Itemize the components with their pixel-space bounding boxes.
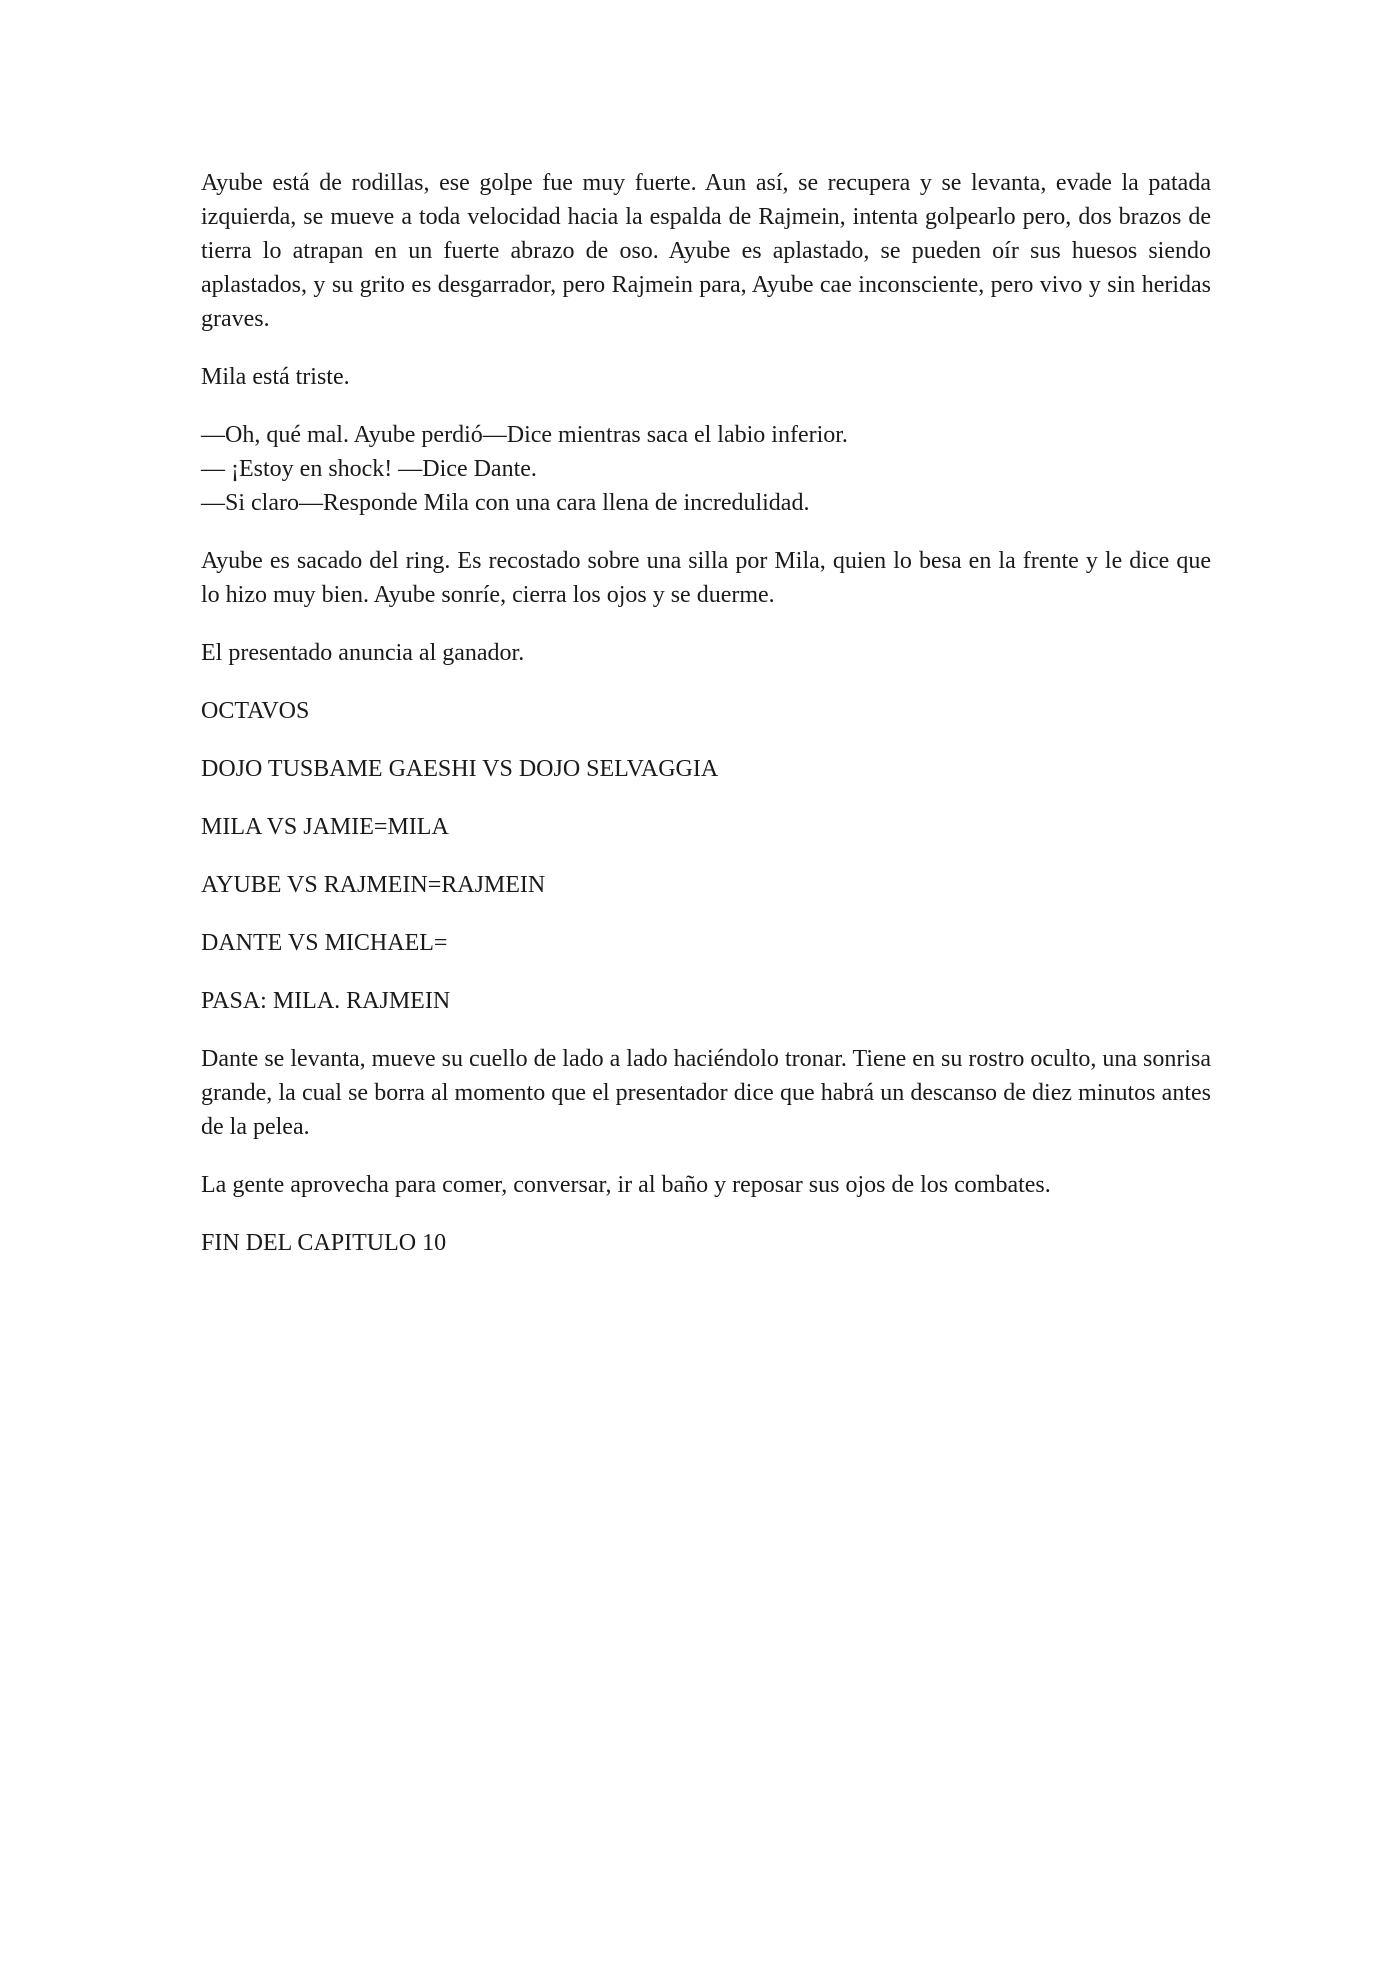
bout-result: DANTE VS MICHAEL= xyxy=(201,930,448,956)
paragraph-fight: Ayube está de rodillas, ese golpe fue muy fuerte. Aun así, se recupera y se levanta, evade la patada izquierda, se mueve a toda velocidad hacia la espalda de Rajmein, intenta golpearlo pero, dos brazos de tierra lo atrapan en un fuerte abrazo de oso. Ayube es aplastado, se pueden oír sus huesos siendo aplastados, y su grito es desgarrador, pero Rajmein para, Ayube cae inconsciente, pero vivo y sin heridas graves. xyxy=(201,170,1211,332)
round-heading: OCTAVOS xyxy=(201,698,310,724)
document-body xyxy=(201,166,1211,1284)
paragraph-ring: Ayube es sacado del ring. Es recostado sobre una silla por Mila, quien lo besa en la frente y le dice que lo hizo muy bien. Ayube sonríe, cierra los ojos y se duerme. xyxy=(201,548,1211,608)
dialogue-block xyxy=(201,418,1211,520)
paragraph-announcer: El presentado anuncia al ganador. xyxy=(201,640,525,666)
paragraph-break: La gente aprovecha para comer, conversar, ir al baño y reposar sus ojos de los combates. xyxy=(201,1172,1051,1198)
dialogue-line: — ¡Estoy en shock! —Dice Dante. xyxy=(201,456,537,482)
dialogue-line: —Oh, qué mal. Ayube perdió—Dice mientras saca el labio inferior. xyxy=(201,422,848,448)
chapter-end: FIN DEL CAPITULO 10 xyxy=(201,1230,447,1256)
paragraph-mila-sad: Mila está triste. xyxy=(201,364,350,390)
bout-result: MILA VS JAMIE=MILA xyxy=(201,814,449,840)
match-heading: DOJO TUSBAME GAESHI VS DOJO SELVAGGIA xyxy=(201,756,719,782)
bout-result: AYUBE VS RAJMEIN=RAJMEIN xyxy=(201,872,546,898)
paragraph-dante: Dante se levanta, mueve su cuello de lado a lado haciéndolo tronar. Tiene en su rostro oculto, una sonrisa grande, la cual se borra al momento que el presentador dice que habrá un descanso de diez minutos antes de la pelea. xyxy=(201,1046,1211,1140)
advance-result: PASA: MILA. RAJMEIN xyxy=(201,988,451,1014)
dialogue-line: —Si claro—Responde Mila con una cara llena de incredulidad. xyxy=(201,490,810,516)
